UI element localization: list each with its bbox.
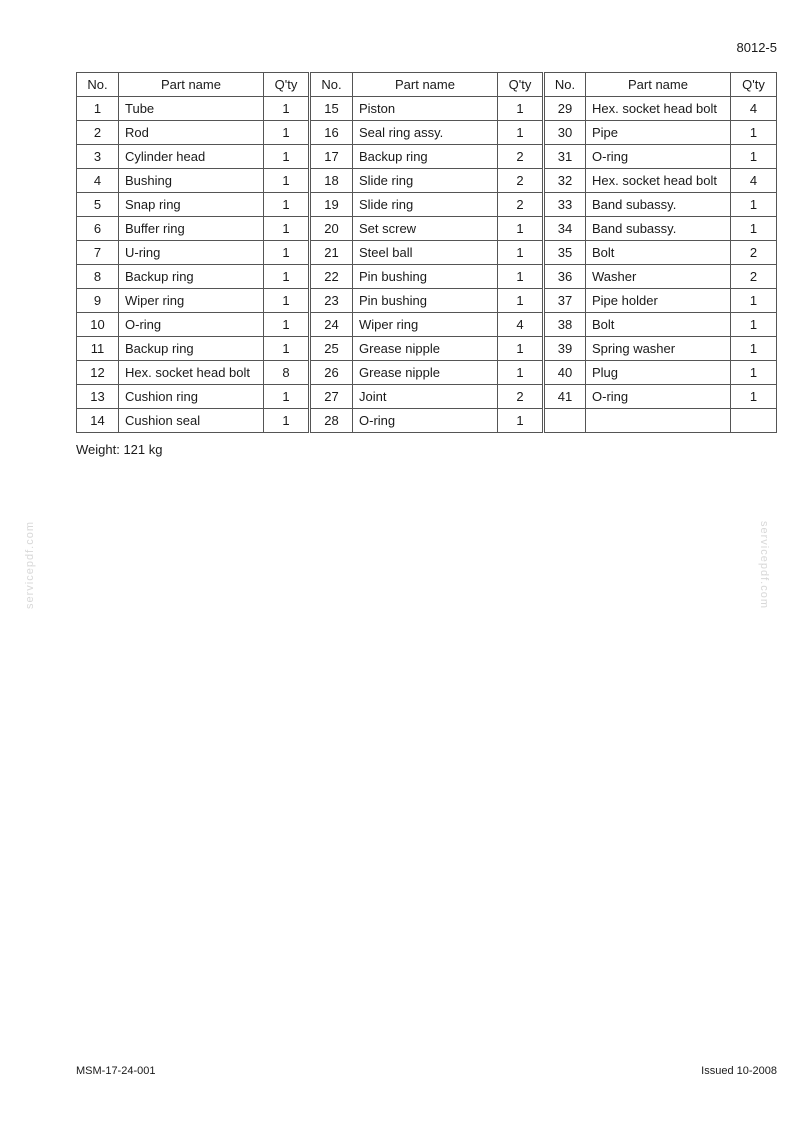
part-name: Snap ring (119, 193, 264, 217)
part-no: 9 (77, 289, 119, 313)
part-name: O-ring (586, 385, 731, 409)
part-qty: 1 (264, 121, 310, 145)
part-name: Bolt (586, 241, 731, 265)
header-qty: Q'ty (264, 73, 310, 97)
part-qty: 1 (264, 313, 310, 337)
part-name: Buffer ring (119, 217, 264, 241)
part-qty: 2 (498, 145, 544, 169)
part-no: 4 (77, 169, 119, 193)
part-qty: 4 (731, 169, 777, 193)
part-name: Pin bushing (353, 265, 498, 289)
part-name: Hex. socket head bolt (119, 361, 264, 385)
part-name: Bushing (119, 169, 264, 193)
weight-note: Weight: 121 kg (76, 442, 163, 457)
part-qty: 1 (264, 289, 310, 313)
table-row (77, 409, 777, 433)
part-no: 31 (544, 145, 586, 169)
part-no: 29 (544, 97, 586, 121)
part-name: Backup ring (353, 145, 498, 169)
part-no: 25 (310, 337, 353, 361)
part-name: Hex. socket head bolt (586, 97, 731, 121)
part-name: Spring washer (586, 337, 731, 361)
table-row (77, 361, 777, 385)
part-name: Pipe (586, 121, 731, 145)
part-no: 27 (310, 385, 353, 409)
part-qty: 2 (498, 385, 544, 409)
part-qty: 8 (264, 361, 310, 385)
part-qty: 2 (731, 241, 777, 265)
part-qty: 1 (731, 289, 777, 313)
part-name: Bolt (586, 313, 731, 337)
part-no: 12 (77, 361, 119, 385)
part-name: U-ring (119, 241, 264, 265)
part-no: 22 (310, 265, 353, 289)
table-row (77, 97, 777, 121)
part-no (544, 409, 586, 433)
table-row (77, 385, 777, 409)
part-no: 35 (544, 241, 586, 265)
part-name: O-ring (353, 409, 498, 433)
part-name: Piston (353, 97, 498, 121)
part-qty: 1 (498, 409, 544, 433)
part-no: 33 (544, 193, 586, 217)
part-no: 41 (544, 385, 586, 409)
part-qty: 1 (731, 313, 777, 337)
part-name (586, 409, 731, 433)
header-no: No. (310, 73, 353, 97)
part-qty: 1 (731, 361, 777, 385)
part-name: Grease nipple (353, 361, 498, 385)
part-name: Slide ring (353, 169, 498, 193)
part-qty: 4 (498, 313, 544, 337)
part-no: 8 (77, 265, 119, 289)
part-qty: 2 (498, 193, 544, 217)
part-no: 1 (77, 97, 119, 121)
part-no: 15 (310, 97, 353, 121)
part-qty: 1 (264, 97, 310, 121)
part-qty: 1 (264, 217, 310, 241)
part-name: Joint (353, 385, 498, 409)
part-no: 3 (77, 145, 119, 169)
footer-issued: Issued 10-2008 (701, 1065, 777, 1077)
part-name: Band subassy. (586, 217, 731, 241)
part-qty: 1 (264, 145, 310, 169)
part-qty: 2 (498, 169, 544, 193)
table-row (77, 169, 777, 193)
part-name: Pipe holder (586, 289, 731, 313)
parts-table (76, 72, 777, 433)
table-row (77, 193, 777, 217)
part-no: 21 (310, 241, 353, 265)
part-no: 37 (544, 289, 586, 313)
part-name: Band subassy. (586, 193, 731, 217)
part-name: O-ring (586, 145, 731, 169)
part-name: Grease nipple (353, 337, 498, 361)
part-no: 17 (310, 145, 353, 169)
part-name: Tube (119, 97, 264, 121)
part-no: 24 (310, 313, 353, 337)
part-qty: 1 (264, 337, 310, 361)
part-name: Plug (586, 361, 731, 385)
part-qty: 1 (731, 385, 777, 409)
part-qty: 1 (498, 241, 544, 265)
part-no: 13 (77, 385, 119, 409)
part-qty: 1 (498, 97, 544, 121)
part-no: 2 (77, 121, 119, 145)
table-row (77, 289, 777, 313)
part-no: 40 (544, 361, 586, 385)
part-qty: 1 (264, 241, 310, 265)
part-no: 23 (310, 289, 353, 313)
part-name: Set screw (353, 217, 498, 241)
table-row (77, 313, 777, 337)
part-qty: 1 (498, 121, 544, 145)
part-no: 28 (310, 409, 353, 433)
part-name: Steel ball (353, 241, 498, 265)
part-name: Slide ring (353, 193, 498, 217)
part-qty: 4 (731, 97, 777, 121)
part-name: Seal ring assy. (353, 121, 498, 145)
table-header-row (77, 73, 777, 97)
page-number: 8012-5 (736, 40, 777, 55)
part-no: 7 (77, 241, 119, 265)
part-qty: 1 (498, 289, 544, 313)
part-no: 36 (544, 265, 586, 289)
part-no: 32 (544, 169, 586, 193)
part-no: 6 (77, 217, 119, 241)
part-qty: 1 (264, 169, 310, 193)
part-qty: 1 (731, 145, 777, 169)
part-name: Backup ring (119, 265, 264, 289)
part-qty: 1 (498, 337, 544, 361)
header-part-name: Part name (586, 73, 731, 97)
part-qty: 1 (731, 337, 777, 361)
part-no: 20 (310, 217, 353, 241)
part-name: Cylinder head (119, 145, 264, 169)
part-qty: 1 (498, 265, 544, 289)
part-no: 10 (77, 313, 119, 337)
part-no: 26 (310, 361, 353, 385)
part-qty: 1 (264, 265, 310, 289)
part-name: Cushion seal (119, 409, 264, 433)
part-name: O-ring (119, 313, 264, 337)
part-no: 14 (77, 409, 119, 433)
part-no: 30 (544, 121, 586, 145)
header-part-name: Part name (353, 73, 498, 97)
part-no: 34 (544, 217, 586, 241)
header-qty: Q'ty (731, 73, 777, 97)
part-name: Hex. socket head bolt (586, 169, 731, 193)
part-qty: 1 (264, 409, 310, 433)
table-row (77, 337, 777, 361)
watermark-right: servicepdf.com (758, 521, 770, 609)
part-name: Washer (586, 265, 731, 289)
part-no: 5 (77, 193, 119, 217)
table-row (77, 241, 777, 265)
part-qty: 1 (731, 217, 777, 241)
watermark-left: servicepdf.com (24, 521, 36, 609)
part-no: 38 (544, 313, 586, 337)
header-part-name: Part name (119, 73, 264, 97)
part-qty: 1 (731, 121, 777, 145)
header-qty: Q'ty (498, 73, 544, 97)
part-name: Pin bushing (353, 289, 498, 313)
part-name: Wiper ring (119, 289, 264, 313)
part-name: Wiper ring (353, 313, 498, 337)
part-qty: 1 (498, 361, 544, 385)
part-qty: 2 (731, 265, 777, 289)
table-row (77, 265, 777, 289)
part-no: 19 (310, 193, 353, 217)
part-name: Backup ring (119, 337, 264, 361)
part-no: 11 (77, 337, 119, 361)
header-no: No. (77, 73, 119, 97)
part-name: Rod (119, 121, 264, 145)
part-no: 39 (544, 337, 586, 361)
part-name: Cushion ring (119, 385, 264, 409)
part-qty: 1 (264, 385, 310, 409)
part-qty: 1 (731, 193, 777, 217)
table-row (77, 217, 777, 241)
part-qty: 1 (498, 217, 544, 241)
part-no: 16 (310, 121, 353, 145)
part-qty: 1 (264, 193, 310, 217)
part-qty (731, 409, 777, 433)
table-row (77, 145, 777, 169)
footer-doc-code: MSM-17-24-001 (76, 1065, 156, 1077)
part-no: 18 (310, 169, 353, 193)
table-row (77, 121, 777, 145)
header-no: No. (544, 73, 586, 97)
